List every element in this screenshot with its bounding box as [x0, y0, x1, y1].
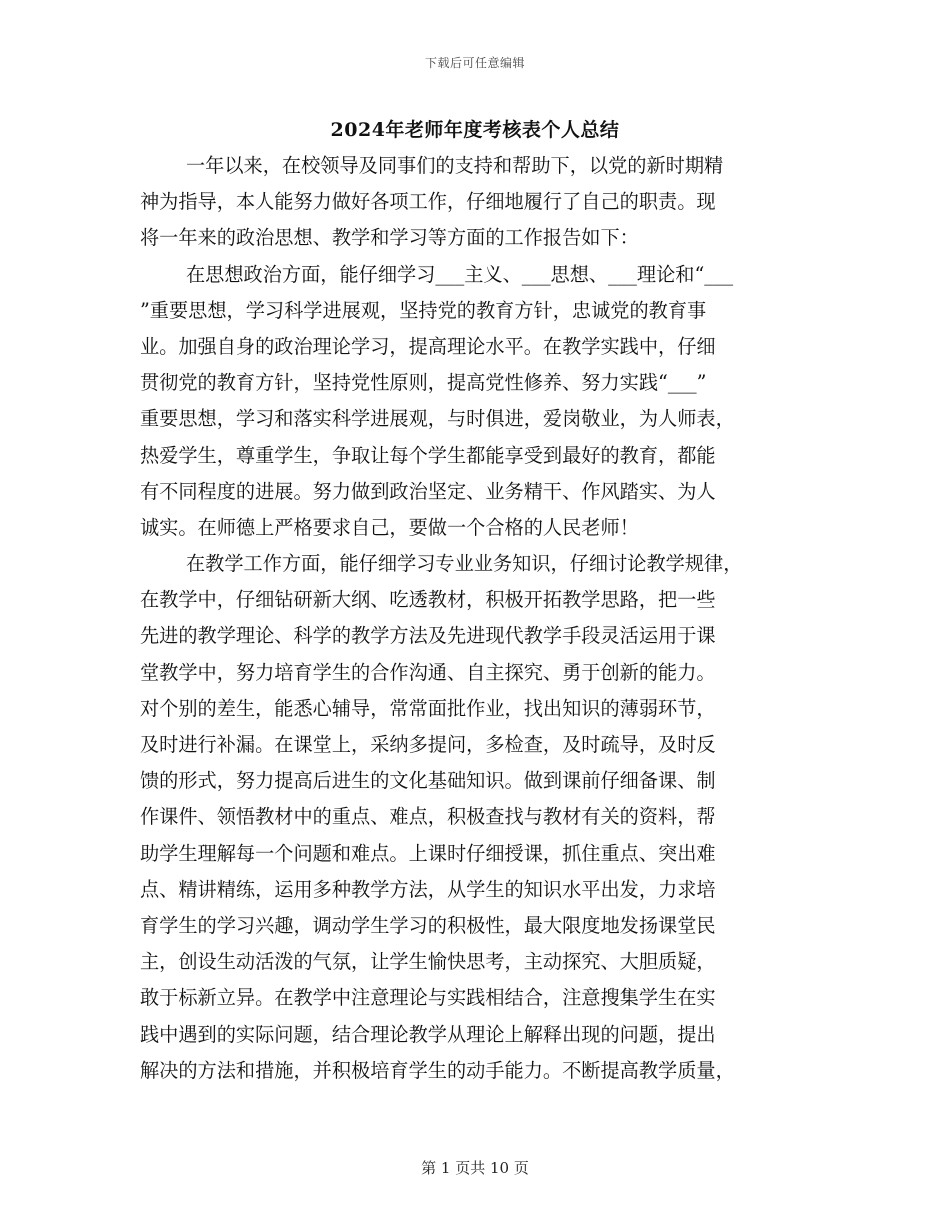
body-line: 诚实。在师德上严格要求自己，要做一个合格的人民老师！	[140, 515, 639, 539]
body-line: 将一年来的政治思想、教学和学习等方面的工作报告如下：	[140, 226, 639, 250]
body-line: 先进的教学理论、科学的教学方法及先进现代教学手段灵活运用于课	[140, 624, 716, 648]
document-body	[140, 148, 805, 1089]
body-line: 在教学工作方面，能仔细学习专业业务知识，仔细讨论教学规律，	[186, 552, 743, 576]
body-line: 堂教学中，努力培育学生的合作沟通、自主探究、勇于创新的能力。	[140, 660, 716, 684]
body-line: 业。加强自身的政治理论学习，提高理论水平。在教学实践中，仔细	[140, 334, 716, 358]
body-line: ”重要思想，学习科学进展观，坚持党的教育方针，忠诚党的教育事	[140, 298, 707, 322]
body-line: 有不同程度的进展。努力做到政治坚定、业务精干、作风踏实、为人	[140, 479, 716, 503]
body-line: 贯彻党的教育方针，坚持党性原则，提高党性修养、努力实践“___”	[140, 371, 707, 395]
body-line: 一年以来，在校领导及同事们的支持和帮助下，以党的新时期精	[186, 154, 724, 177]
body-line: 在思想政治方面，能仔细学习___主义、___思想、___理论和“___	[186, 262, 734, 286]
body-line: 主，创设生动活泼的气氛，让学生愉快思考，主动探究、大胆质疑，	[140, 950, 716, 974]
body-line: 践中遇到的实际问题，结合理论教学从理论上解释出现的问题，提出	[140, 1022, 716, 1046]
body-line: 解决的方法和措施，并积极培育学生的动手能力。不断提高教学质量，	[140, 1058, 735, 1082]
body-line: 及时进行补漏。在课堂上，采纳多提问，多检查，及时疏导，及时反	[140, 733, 716, 756]
body-line: 作课件、领悟教材中的重点、难点，积极查找与教材有关的资料，帮	[140, 805, 716, 829]
page-number-footer: 第 1 页共 10 页	[421, 1159, 529, 1177]
body-line: 神为指导，本人能努力做好各项工作，仔细地履行了自己的职责。现	[140, 190, 716, 214]
body-line: 馈的形式，努力提高后进生的文化基础知识。做到课前仔细备课、制	[140, 769, 716, 793]
body-line: 热爱学生，尊重学生，争取让每个学生都能享受到最好的教育，都能	[140, 443, 716, 467]
body-line: 育学生的学习兴趣，调动学生学习的积极性，最大限度地发扬课堂民	[140, 913, 716, 937]
page-header-note: 下载后可任意编辑	[424, 56, 525, 70]
body-line: 点、精讲精练，运用多种教学方法，从学生的知识水平出发，力求培	[140, 877, 716, 901]
body-line: 敢于标新立异。在教学中注意理论与实践相结合，注意搜集学生在实	[140, 986, 716, 1010]
body-line: 助学生理解每一个问题和难点。上课时仔细授课，抓住重点、突出难	[140, 841, 716, 865]
body-line: 对个别的差生，能悉心辅导，常常面批作业，找出知识的薄弱环节，	[140, 696, 716, 720]
document-title: 2024年老师年度考核表个人总结	[330, 119, 620, 141]
body-line: 重要思想，学习和落实科学进展观，与时俱进，爱岗敬业，为人师表，	[140, 407, 735, 431]
body-line: 在教学中，仔细钻研新大纲、吃透教材，积极开拓教学思路，把一些	[140, 588, 716, 612]
